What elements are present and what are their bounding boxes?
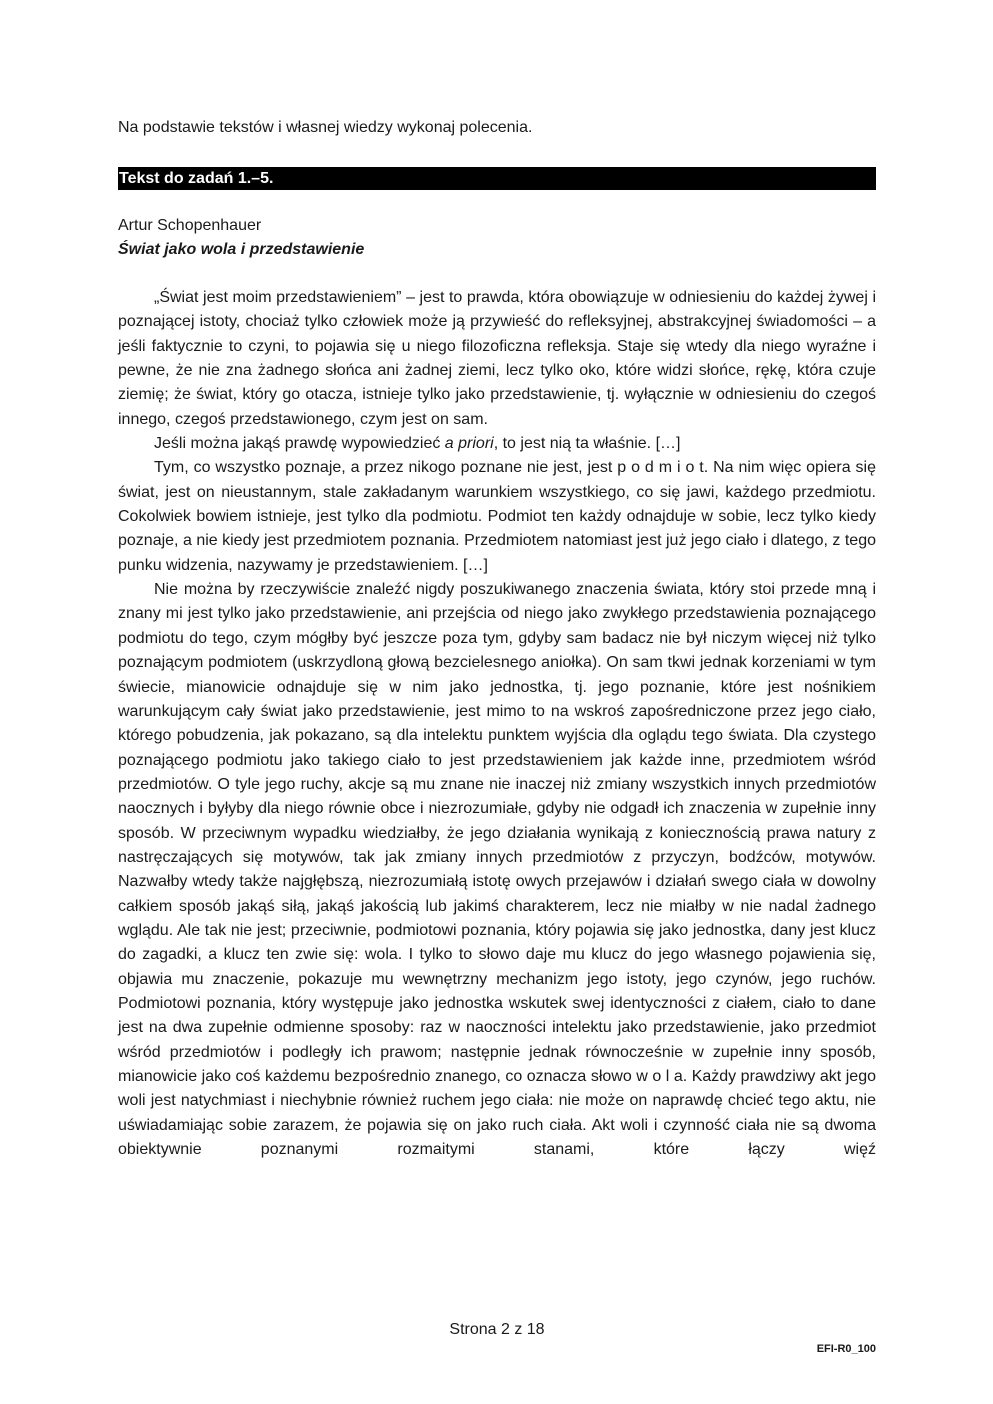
paragraph-1: „Świat jest moim przedstawieniem” – jest to prawda, która obowiązuje w odniesieniu do każdej żywej i poznającej istoty, chociaż tylko człowiek może ją przywieść do refleksyjnej, abstrakcyjnej świadomości – a jeśli faktycznie to czyni, to pojawia się u niego filozoficzna refleksja. Staje się wtedy dla niego wyraźne i pewne, że nie zna żadnego słońca ani żadnej ziemi, lecz tylko oko, które widzi słońce, rękę, która czuje ziemię; że świat, który go otacza, istnieje tylko jako przedstawienie, tj. wyłącznie w odniesieniu do czegoś innego, czegoś przedstawionego, czym jest on sam. bbox=[118, 289, 876, 428]
section-header-label: Tekst do zadań 1.–5. bbox=[119, 170, 274, 187]
page-number: Strona 2 z 18 bbox=[449, 1321, 545, 1338]
author-name: Artur Schopenhauer bbox=[118, 217, 262, 234]
exam-code: EFI-R0_100 bbox=[816, 1343, 876, 1355]
paragraph-3: Tym, co wszystko poznaje, a przez nikogo poznane nie jest, jest p o d m i o t. Na nim więc opiera się świat, jest on nieustannym, stale zakładanym warunkiem wszystkiego, co się jawi, każdego przedmiotu. Cokolwiek bowiem istnieje, jest tylko dla podmiotu. Podmiot ten każdy odnajduje w sobie, lecz tylko kiedy poznaje, a nie kiedy jest przedmiotem poznania. Przedmiotem natomiast jest już jego ciało i dlatego, z tego punku widzenia, nazywamy je przedstawieniem. […] bbox=[118, 459, 876, 574]
section-header-bar bbox=[118, 167, 876, 190]
italic-term: a priori bbox=[444, 435, 494, 453]
paragraph-2: Jeśli można jakąś prawdę wypowiedzieć a priori, to jest nią ta właśnie. […] bbox=[154, 435, 681, 453]
source-text bbox=[118, 286, 876, 1162]
paragraph-4: Nie można by rzeczywiście znaleźć nigdy poszukiwanego znaczenia świata, który stoi przede mną i znany mi jest tylko jako przedstawienie, ani przejścia od niego jako zwykłego przedstawienia poznającego podmiotu do tego, czym mógłby być jeszcze poza tym, gdyby sam badacz nie był niczym więcej niż tylko poznającym podmiotem (uskrzydloną głową bezcielesnego aniołka). On sam tkwi jednak korzeniami w tym świecie, mianowicie odnajduje się w nim jako jednostka, tj. jego poznanie, które jest nośnikiem warunkującym cały świat jako przedstawienie, jest mimo to na wskroś zapośredniczone przez jego ciało, którego pobudzenia, jak pokazano, są dla intelektu punktem wyjścia dla oglądu tego świata. Dla czystego poznającego podmiotu jako takiego ciało to jest przedstawieniem jak każde inne, przedmiotem wśród przedmiotów. O tyle jego ruchy, akcje są mu znane nie inaczej niż zmiany wszystkich innych przedmiotów naocznych i byłyby dla niego równie obce i niezrozumiałe, gdyby nie odgadł ich znaczenia w zupełnie inny sposób. W przeciwnym wypadku wiedziałby, że jego działania wynikają z koniecznością prawa natury z nastręczających się motywów, tak jak zmiany innych przedmiotów z przyczyn, bodźców, motywów. Nazwałby wtedy także najgłębszą, niezrozumiałą istotę owych przejawów i działań swego ciała w dowolny całkiem sposób jakąś siłą, jakąś jakością lub jakimś charakterem, lecz nie miałby w nie nadal żadnego wglądu. Ale tak nie jest; przeciwnie, podmiotowi poznania, który pojawia się jako jednostka, dany jest klucz do zagadki, a klucz ten zwie się: wola. I tylko to słowo daje mu klucz do jego własnego pojawienia się, objawia mu znaczenie, pokazuje mu wewnętrzny mechanizm jego istoty, jego czynów, jego ruchów. Podmiotowi poznania, który występuje jako jednostka wskutek swej identyczności z ciałem, ciało to dane jest na dwa zupełnie odmienne sposoby: raz w naoczności intelektu jako przedstawienie, jako przedmiot wśród przedmiotów i podległy ich prawom; następnie jednak równocześnie w zupełnie inny sposób, mianowicie jako coś każdemu bezpośrednio znanego, co oznacza słowo w o l a. Każdy prawdziwy akt jego woli jest natychmiast i niechybnie również ruchem jego ciała: nie może on naprawdę chcieć tego aktu, nie uświadamiając sobie zarazem, że pojawia się on jako ruch ciała. Akt woli i czynność ciała nie są dwoma obiektywnie poznanymi rozmaitymi stanami, które łączy więź bbox=[118, 581, 876, 1159]
instruction-text: Na podstawie tekstów i własnej wiedzy wykonaj polecenia. bbox=[118, 119, 533, 136]
work-title: Świat jako wola i przedstawienie bbox=[118, 241, 365, 258]
